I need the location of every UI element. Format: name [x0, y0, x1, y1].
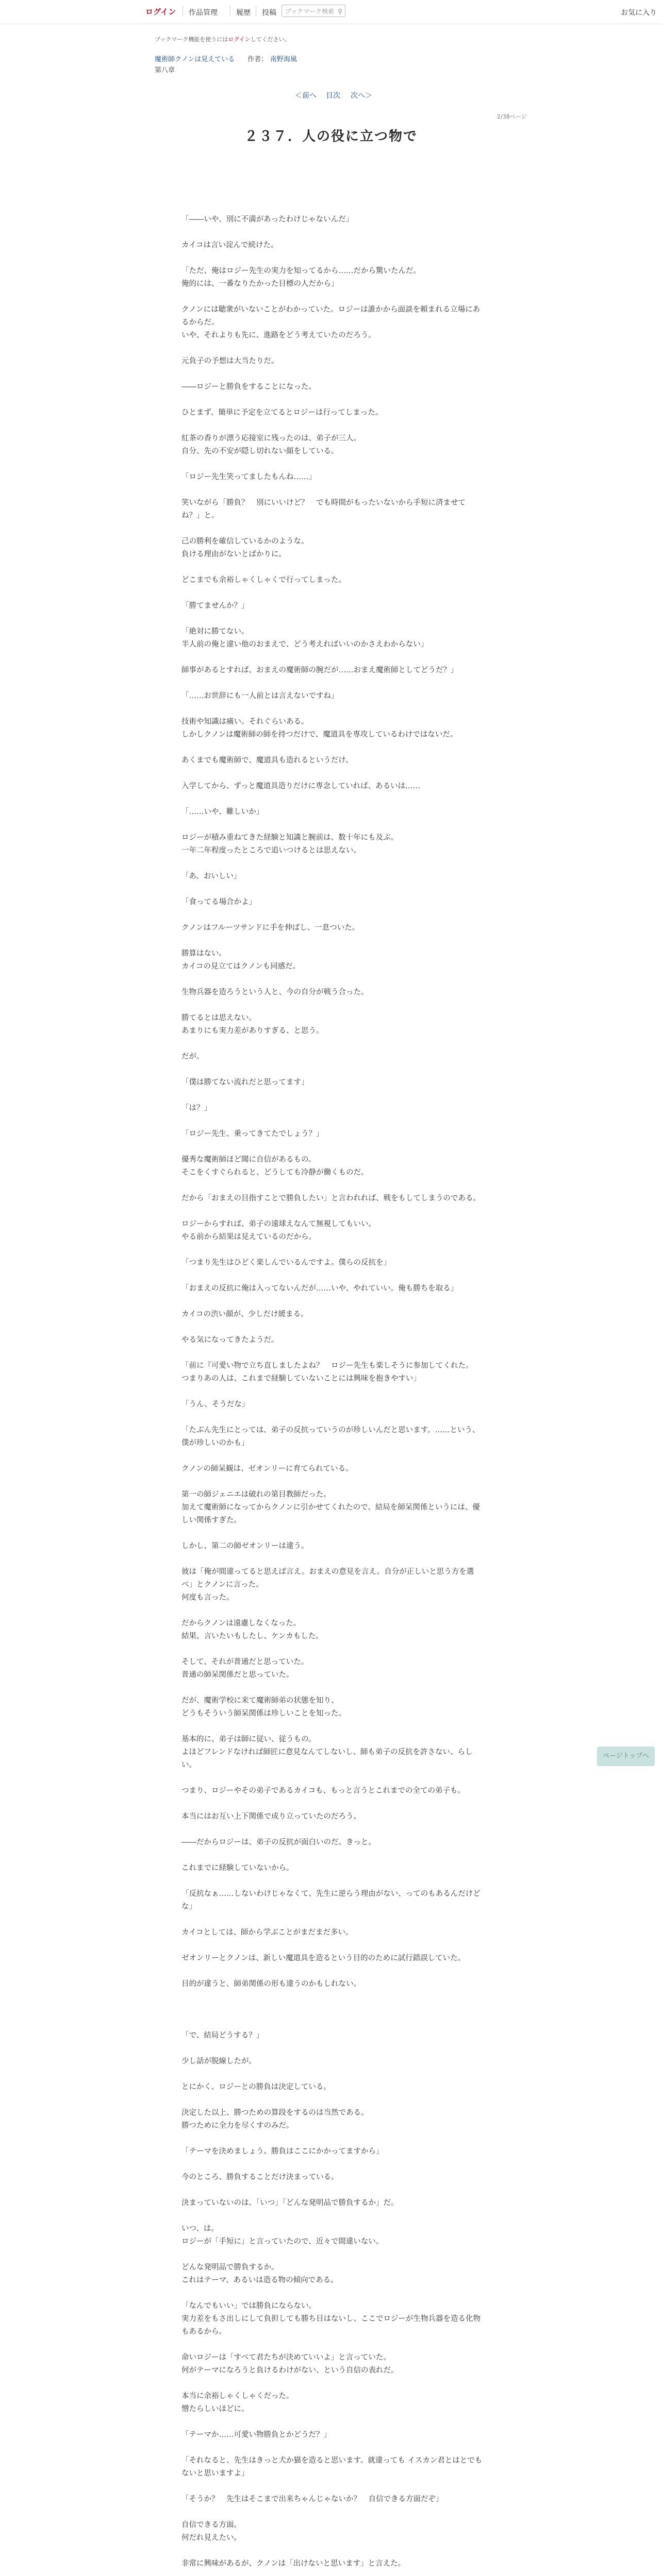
blank-line	[181, 1179, 484, 1192]
body-paragraph: 自信できる方面。 何だれ見えたい。	[181, 2521, 241, 2542]
body-paragraph: 己の勝利を確信しているかのような。 負ける理由がないとばかりに。	[181, 537, 309, 558]
novel-body	[181, 213, 484, 2576]
nav-works-management[interactable]: 作品管理	[189, 9, 218, 17]
body-paragraph: 入学してから、ずっと魔道具造りだけに専念していれば、あるいは……	[181, 782, 421, 790]
body-paragraph: クノンの師呆観は、ゼオンリーに育てられている。	[181, 1465, 353, 1473]
body-paragraph: とにかく、ロジーとの勝負は決定している。	[181, 2083, 331, 2091]
blank-line	[181, 1385, 484, 1398]
body-paragraph: 「勝てませんか？」	[181, 602, 249, 610]
body-paragraph: カイコとしては、師から学ぶことがまだまだ多い。	[181, 1928, 353, 1937]
blank-line	[181, 2506, 484, 2519]
body-paragraph: 基本的に、弟子は師に従い、従うもの。 よほどフレンドなければ師匠に意見なんてしないし、師も弟子の反抗を許さない、らしい。	[181, 1735, 473, 1769]
bookmark-search-input[interactable]	[282, 5, 345, 17]
body-paragraph: 「そうか？ 先生はそこまで出来ちゃんじゃないか？ 自信できる方面だぞ」	[181, 2495, 443, 2503]
blank-line	[181, 1720, 484, 1733]
blank-line	[181, 2158, 484, 2171]
notice-prefix: ブックマーク機能を使うには	[155, 36, 228, 43]
body-paragraph: しかし、第二の師ゼオンリーは違う。	[181, 1542, 309, 1550]
body-paragraph: つまり、ロジーやその弟子であるカイコも、もっと言うとこれまでの全ての弟子も。	[181, 1787, 465, 1795]
body-paragraph: 勝てるとは思えない。 あまりにも実力差がありすぎる、と思う。	[181, 1014, 324, 1035]
notice-suffix: してください。	[250, 36, 290, 43]
blank-line	[181, 1604, 484, 1617]
body-paragraph: 優秀な魔術師ほど聞に自信があるもの。 そこをくすぐられると、どうしても冷静が働くものだ。	[181, 1156, 369, 1177]
blank-line	[181, 2068, 484, 2081]
blank-line	[181, 793, 484, 806]
body-paragraph: カイコは言い淀んで続けた。	[181, 241, 278, 249]
blank-line	[181, 1476, 484, 1488]
body-paragraph: だが、魔術学校に来て魔術師弟の状態を知り、 どうもそういう師呆関係は珍しいことを知った。	[181, 1697, 346, 1718]
series-title-link[interactable]: 魔術師クノンは見えている	[155, 56, 235, 63]
blank-line	[181, 1141, 484, 1154]
blank-line	[181, 226, 484, 239]
body-paragraph: 「なんでもいい」では勝負にならない。 実力差をもさ出しにして負担しても勝ち目はないし、ここでロジーが生物兵器を造る化物もあるから。	[181, 2302, 481, 2336]
body-paragraph: ロジーが積み重ねてきた経験と知識と腕前は、数十年にも及ぶ。 一年二年程度ったところで追いつけるとは思えない。	[181, 834, 399, 855]
body-paragraph: 「僕は勝てない流れだと思ってます」	[181, 1078, 309, 1087]
body-paragraph: 少し話が脱線したが。	[181, 2057, 256, 2065]
search-icon[interactable]: ⚲	[338, 8, 342, 15]
nav-post[interactable]: 投稿	[262, 9, 276, 17]
blank-line	[181, 1411, 484, 1424]
body-paragraph: 「ロジー先生、乗ってきてたでしょう？」	[181, 1130, 324, 1138]
blank-line	[181, 2184, 484, 2197]
notice-login-link[interactable]: ログイン	[228, 36, 251, 43]
blank-line	[181, 1244, 484, 1257]
search-placeholder: ブックマーク検索	[285, 8, 335, 15]
blank-line	[181, 1823, 484, 1836]
body-paragraph: 「それなると、先生はきっと犬か猫を造ると思います。就違っても イスカン君とはとでもないと思いますよ」	[181, 2456, 483, 2478]
blank-line	[181, 1089, 484, 1102]
body-paragraph: 「食ってる場合かよ」	[181, 898, 256, 906]
body-paragraph: どんな発明品で勝負するか。 これはテーマ、あるいは造る物の傾向である。	[181, 2263, 338, 2284]
body-paragraph: 勝算はない。 カイコの見立てはクノンも同感だ。	[181, 950, 301, 971]
login-link[interactable]: ログイン	[145, 7, 176, 16]
body-paragraph: カイコの渋い顔が、少しだけ緩まる。	[181, 1310, 308, 1318]
body-paragraph: 本当に余裕しゃくしゃくだった。 憎たらしいほどに。	[181, 2392, 294, 2413]
page-top-button[interactable]: ページトップへ	[597, 1747, 655, 1766]
blank-line	[181, 2416, 484, 2429]
blank-line	[181, 1939, 484, 1952]
body-paragraph: 「……いや、難しいか」	[181, 808, 264, 816]
body-paragraph: 本当にはお互い上下関係で成り立っていたのだろう。	[181, 1812, 361, 1821]
favorites-link[interactable]: お気に入り	[621, 9, 657, 17]
blank-line	[181, 368, 484, 381]
body-paragraph: 元負子の予想は大当たりだ。	[181, 357, 279, 365]
body-paragraph: クノンには聴衆がいないことがわかっていた。ロジーは誰かから面談を頼まれる立場にあるからだ。 いや、それよりも先に、進路をどう考えていたのだろう。	[181, 306, 481, 340]
blank-line	[181, 2570, 484, 2576]
prev-page-link[interactable]: ＜前へ	[295, 92, 317, 100]
body-paragraph: 彼は「俺が間違ってると思えば言え。おまえの意見を言え。自分が正しいと思う方を選べ」とクノンに言った。 何度も言った。	[181, 1568, 474, 1602]
body-paragraph: 今のところ、勝負することだけ決まっている。	[181, 2173, 339, 2181]
body-paragraph: 「前に『可愛い物で立ち直しましたよね？ ロジー先生も楽しそうに参加してくれた。 つまりあの人は、これまで経験していないことには興味を抱きやすい」	[181, 1362, 473, 1383]
body-paragraph: 第一の師ジェニエは破れの第目教師だった。 加えて魔術師になってからクノンに引かせてくれたので、結局を師呆関係というには、優しい関係すぎた。	[181, 1490, 480, 1524]
author-link[interactable]: 南野海風	[270, 56, 297, 63]
next-page-link[interactable]: 次へ＞	[351, 92, 372, 100]
blank-line	[181, 677, 484, 690]
blank-line	[181, 1849, 484, 1862]
blank-line	[181, 419, 484, 432]
body-paragraph: 決まっていないのは、「いつ」「どんな発明品で勝負するか」だ。	[181, 2199, 399, 2207]
blank-line	[181, 999, 484, 1012]
blank-line	[181, 1527, 484, 1540]
blank-line	[181, 1965, 484, 1978]
body-paragraph: 生物兵器を造ろうという人と、今の自分が戦う合った。	[181, 988, 369, 996]
body-paragraph: 目的が違うと、師弟関係の形も違うのかもしれない。	[181, 1980, 361, 1988]
blank-line	[181, 458, 484, 471]
body-paragraph: これまでに経験していないから。	[181, 1864, 294, 1872]
body-paragraph: 「ただ、俺はロジー先生の実力を知ってるから……だから驚いたんだ。 俺的には、一番なりたかった目標の人だから」	[181, 267, 421, 288]
blank-line	[181, 252, 484, 265]
body-paragraph: 決定した以上、勝つための算段をするのは当然である。 勝つために全力を尽くすのみだ。	[181, 2109, 369, 2130]
blank-line	[181, 1913, 484, 1926]
blank-line	[181, 2004, 484, 2016]
blank-line	[181, 1991, 484, 2004]
blank-line	[181, 1772, 484, 1785]
body-paragraph: ――ロジーと勝負をすることになった。	[181, 383, 316, 391]
body-paragraph: 「は？」	[181, 1104, 211, 1112]
blank-line	[181, 741, 484, 754]
blank-line	[181, 1115, 484, 1128]
body-paragraph: 紅茶の香りが漂う応接室に残ったのは、弟子が三人。 自分、先の不安が隠し切れない顔をしている。	[181, 434, 361, 455]
body-paragraph: 「で、結局どうする？」	[181, 2031, 264, 2040]
blank-line	[181, 857, 484, 870]
body-paragraph: 「うん、そうだな」	[181, 1400, 250, 1409]
blank-line	[181, 973, 484, 986]
blank-line	[181, 819, 484, 832]
blank-line	[181, 613, 484, 625]
body-paragraph: 「……お世辞にも一人前とは言えないですね」	[181, 692, 339, 700]
blank-line	[181, 2545, 484, 2557]
blank-line	[181, 394, 484, 406]
page-count: 2/38ページ	[497, 113, 527, 120]
body-paragraph: ――だからロジーは、弟子の反抗が面白いのだ。きっと。	[181, 1838, 376, 1846]
blank-line	[181, 587, 484, 600]
blank-line	[181, 1038, 484, 1050]
body-paragraph: だからクノンは遠慮しなくなった。 結果、言いたいもしたし、ケンカもした。	[181, 1619, 323, 1640]
blank-line	[181, 767, 484, 780]
blank-line	[181, 883, 484, 896]
blank-line	[181, 522, 484, 535]
blank-line	[181, 1321, 484, 1334]
blank-line	[181, 2016, 484, 2029]
blank-line	[181, 1643, 484, 1656]
blank-line	[181, 2377, 484, 2390]
blank-line	[181, 484, 484, 497]
blank-line	[181, 561, 484, 574]
blank-line	[181, 2338, 484, 2351]
body-paragraph: 「――いや、別に不満があったわけじゃないんだ」	[181, 215, 354, 224]
blank-line	[181, 2480, 484, 2493]
blank-line	[181, 2248, 484, 2261]
body-paragraph: 「反抗なぁ……しないわけじゃなくて、先生に逆らう理由がない、ってのもあるんだけどな」	[181, 1890, 481, 1911]
blank-line	[181, 651, 484, 664]
blank-line	[181, 2442, 484, 2454]
chapter-group-title: 第八章	[155, 66, 175, 74]
blank-line	[181, 1798, 484, 1810]
body-paragraph: クノンはフルーツサンドに手を伸ばし、一息ついた。	[181, 924, 360, 932]
body-paragraph: あくまでも魔術師で、魔道具も造れるというだけ。	[181, 756, 353, 765]
blank-line	[181, 1347, 484, 1360]
body-paragraph: だが。	[181, 1053, 204, 1061]
blank-line	[181, 909, 484, 922]
body-paragraph: 師事があるとすれば、おまえの魔術師の腕だが……おまえ魔術師としてどうだ？」	[181, 666, 458, 674]
body-paragraph: ひとまず、簡単に予定を立てるとロジーは行ってしまった。	[181, 409, 383, 417]
body-paragraph: 技術や知識は痛い。それぐらいある。 しかしクノンは魔術師の師を持つだけで、魔道具を専攻しているわけではないだ。	[181, 718, 458, 739]
body-paragraph: 「あ、おいしい」	[181, 872, 241, 880]
blank-line	[181, 1553, 484, 1566]
author-label: 作者：	[247, 56, 268, 63]
blank-line	[181, 2132, 484, 2145]
body-paragraph: 「絶対に勝てない。 半人前の俺と違い他のおまえで、どう考えればいいのかさえわからない」	[181, 628, 428, 649]
blank-line	[181, 2287, 484, 2300]
body-paragraph: ロジーからすれば、弟子の遠球えなんて無視してもいい。 やる前から結果は見えているのだから。	[181, 1220, 376, 1241]
nav-history[interactable]: 履歴	[236, 9, 251, 17]
blank-line	[181, 2094, 484, 2107]
toc-link[interactable]: 目次	[326, 92, 340, 100]
blank-line	[181, 1450, 484, 1463]
body-paragraph: いつ、は。 ロジーが「手短に」と言っていたので、近々で間違いない。	[181, 2225, 384, 2246]
body-paragraph: 非常に興味があるが、クノンは「出けないと思います」と言えた。	[181, 2560, 406, 2568]
blank-line	[181, 935, 484, 947]
body-paragraph: 笑いながら「勝負？ 別にいいけど？ でも時間がもったいないから手短に済ませてね？」と。	[181, 499, 466, 520]
body-paragraph: だから「おまえの目指すことで勝負したい」と言われれば、戦をもしてしまうのである。	[181, 1194, 481, 1202]
body-paragraph: 「ロジー先生笑ってましたもんね……」	[181, 473, 316, 481]
blank-line	[181, 291, 484, 303]
blank-line	[181, 342, 484, 355]
blank-line	[181, 1205, 484, 1218]
top-bar	[0, 0, 662, 24]
blank-line	[181, 1682, 484, 1694]
blank-line	[181, 1269, 484, 1282]
body-paragraph: 命いロジーは「すべて君たちが決めていいよ」と言っていた。 何がテーマになろうと負けるわけがない、という自信の表れだ。	[181, 2353, 399, 2375]
body-paragraph: やる気になってきたようだ。	[181, 1336, 279, 1344]
login-notice	[155, 35, 290, 43]
blank-line	[181, 1295, 484, 1308]
chapter-title: ２３７．人の役に立つ物で	[244, 129, 418, 144]
body-paragraph: 「つまり先生はひどく楽しんでいるんですよ。僕らの反抗を」	[181, 1259, 391, 1267]
body-paragraph: どこまでも余裕しゃくしゃくで行ってしまった。	[181, 576, 346, 584]
body-paragraph: 「テーマを決めましょう。勝負はここにかかってますから」	[181, 2147, 384, 2156]
body-paragraph: 「テーマか……可愛い物勝負とかどうだ？」	[181, 2431, 331, 2439]
blank-line	[181, 1875, 484, 1888]
body-paragraph: 「おまえの反抗に俺は入ってないんだが……いや、やれていい。俺も勝ちを取る」	[181, 1284, 458, 1293]
body-paragraph: ゼオンリーとクノンは、新しい魔道具を造るという目的のために試行錯誤していた。	[181, 1954, 466, 1962]
body-paragraph: 「たぶん先生にとっては、弟子の反抗っていうのが珍しいんだと思います。……という、僕が珍しいのかも」	[181, 1426, 480, 1447]
blank-line	[181, 1063, 484, 1076]
blank-line	[181, 2042, 484, 2055]
blank-line	[181, 703, 484, 716]
body-paragraph: そして、それが普通だと思っていた。 普通の師呆関係だと思っていた。	[181, 1658, 309, 1679]
blank-line	[181, 2210, 484, 2223]
